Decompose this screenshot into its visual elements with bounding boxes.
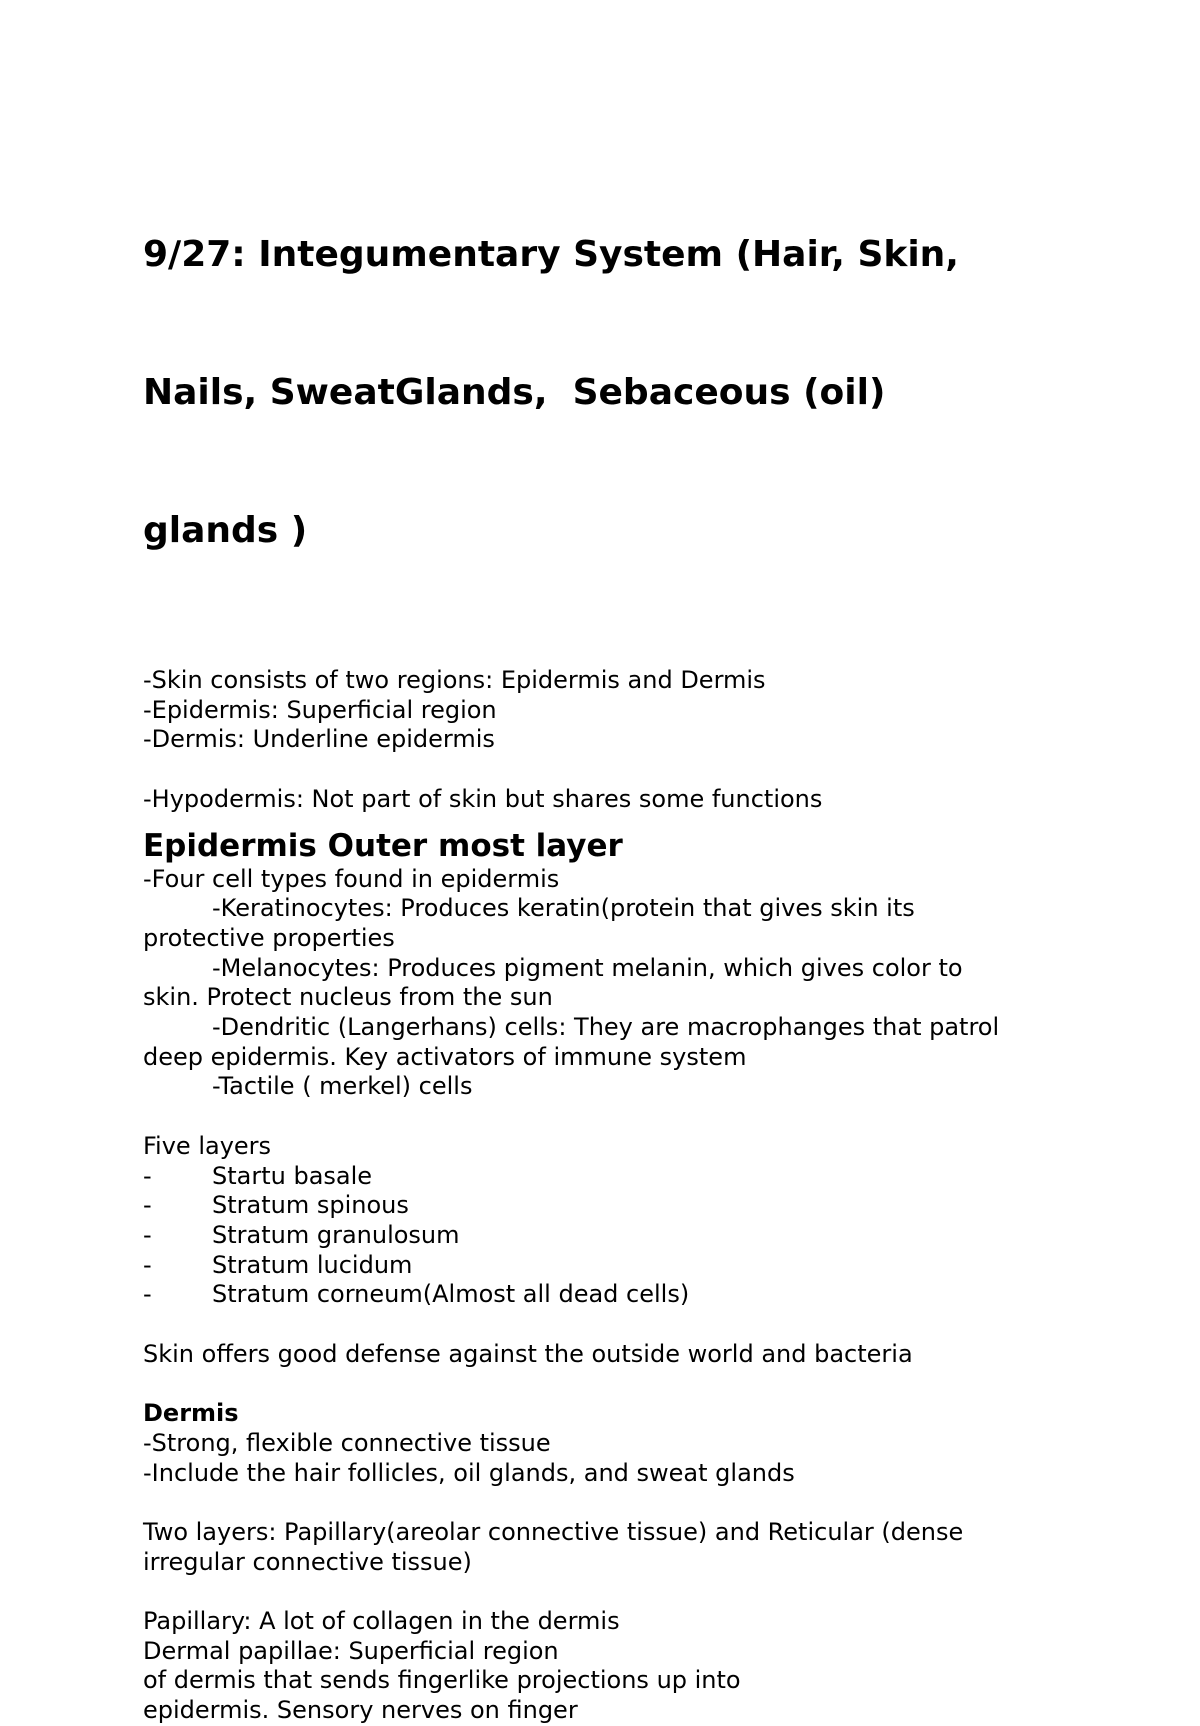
keratinocytes-continuation: protective properties: [143, 923, 395, 952]
title-line-1: 9/27: Integumentary System (Hair, Skin,: [143, 234, 959, 275]
intro-line: -Skin consists of two regions: Epidermis and Dermis: [143, 666, 766, 694]
list-item-text: Stratum corneum(Almost all dead cells): [212, 1280, 690, 1309]
list-item: [143, 1221, 1083, 1251]
keratinocytes-line: -Keratinocytes: Produces keratin(protein that gives skin its: [212, 894, 915, 923]
two-layers-line: Two layers: Papillary(areolar connective tissue) and Reticular (dense: [143, 1517, 964, 1546]
bullet-dash: -: [143, 1161, 152, 1190]
melanocytes-line: -Melanocytes: Produces pigment melanin, which gives color to: [212, 953, 963, 982]
defense-line: Skin offers good defense against the outside world and bacteria: [143, 1339, 913, 1368]
list-item-text: Stratum granulosum: [212, 1220, 460, 1249]
papillary-line: Papillary: A lot of collagen in the dermis: [143, 1607, 620, 1635]
papillary-line: Dermal papillae: Superficial region: [143, 1636, 559, 1665]
intro-line: -Dermis: Underline epidermis: [143, 725, 495, 754]
bullet-dash: -: [143, 1191, 152, 1220]
dendritic-line: -Dendritic (Langerhans) cells: They are macrophanges that patrol: [212, 1013, 1000, 1042]
page-title: [143, 140, 1083, 646]
title-line-3: glands ): [143, 510, 308, 551]
papillary-line: epidermis. Sensory nerves on finger: [143, 1696, 578, 1725]
list-item: [143, 1251, 1083, 1281]
intro-section: [143, 666, 1083, 815]
dermis-line: -Include the hair follicles, oil glands, and sweat glands: [143, 1458, 795, 1487]
tactile-line: -Tactile ( merkel) cells: [212, 1072, 473, 1101]
intro-line: -Epidermis: Superficial region: [143, 695, 497, 724]
epidermis-section: [143, 827, 1083, 1370]
bullet-dash: -: [143, 1280, 152, 1309]
papillary-line: of dermis that sends fingerlike projections up into: [143, 1666, 741, 1695]
title-line-2: Nails, SweatGlands, Sebaceous (oil): [143, 372, 886, 413]
document-page: [143, 140, 1083, 1726]
dendritic-continuation: deep epidermis. Key activators of immune system: [143, 1042, 747, 1071]
melanocytes-continuation: skin. Protect nucleus from the sun: [143, 983, 553, 1012]
list-item: [143, 1162, 1083, 1192]
bullet-dash: -: [143, 1250, 152, 1279]
hypodermis-line: -Hypodermis: Not part of skin but shares some functions: [143, 784, 823, 813]
list-item-text: Stratum lucidum: [212, 1250, 413, 1279]
dermis-heading: Dermis: [143, 1399, 239, 1428]
dermis-line: -Strong, flexible connective tissue: [143, 1428, 551, 1457]
epidermis-heading: Epidermis Outer most layer: [143, 827, 623, 864]
layers-list: [143, 1162, 1083, 1311]
list-item: [143, 1191, 1083, 1221]
list-item-text: Stratum spinous: [212, 1191, 409, 1220]
cell-types-intro: -Four cell types found in epidermis: [143, 864, 560, 893]
layers-heading: Five layers: [143, 1131, 272, 1160]
bullet-dash: -: [143, 1220, 152, 1249]
dermis-section: [143, 1369, 1083, 1725]
two-layers-continuation: irregular connective tissue): [143, 1547, 472, 1576]
list-item-text: Startu basale: [212, 1161, 373, 1190]
list-item: [143, 1280, 1083, 1310]
